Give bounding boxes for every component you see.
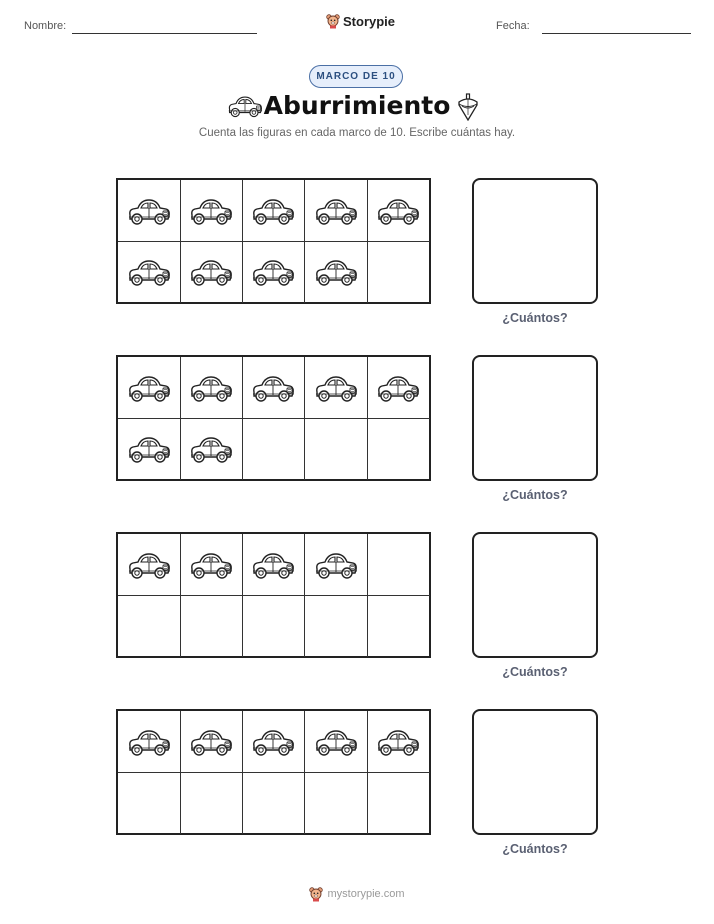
ten-frame-cell (305, 711, 368, 773)
instructions: Cuenta las figuras en cada marco de 10. Escribe cuántas hay. (198, 127, 516, 139)
ten-frame-cell (118, 595, 181, 657)
ten-frame-cell (118, 418, 181, 480)
answer-box[interactable] (472, 178, 598, 304)
ten-frame-cell (367, 772, 430, 834)
ten-frame-cell (242, 418, 305, 480)
car-icon (313, 256, 359, 288)
car-icon (126, 195, 172, 227)
car-icon (250, 726, 296, 758)
date-line[interactable] (542, 33, 691, 34)
ten-frame (116, 355, 431, 481)
ten-frame-cell (242, 711, 305, 773)
ten-frame-cell (367, 418, 430, 480)
bear-mascot-icon (326, 13, 340, 29)
car-icon (126, 433, 172, 465)
brand-name: Storypie (343, 13, 396, 29)
ten-frame (116, 532, 431, 658)
car-icon (313, 195, 359, 227)
ten-frame-cell (180, 772, 243, 834)
car-icon (188, 195, 234, 227)
ten-frame-cell (305, 772, 368, 834)
ten-frame-cell (118, 180, 181, 242)
car-icon (188, 726, 234, 758)
car-icon (313, 372, 359, 404)
ten-frame-cell (180, 534, 243, 596)
car-icon (126, 726, 172, 758)
car-icon (250, 195, 296, 227)
name-line[interactable] (72, 33, 257, 34)
ten-frame-cell (242, 357, 305, 419)
answer-label: ¿Cuántos? (502, 665, 568, 679)
car-icon (375, 726, 421, 758)
ten-frame-cell (305, 534, 368, 596)
car-icon (126, 372, 172, 404)
car-icon (250, 256, 296, 288)
ten-frame-cell (367, 595, 430, 657)
ten-frame-cell (305, 180, 368, 242)
spinning-top-icon (457, 93, 479, 121)
car-icon (188, 549, 234, 581)
ten-frame-cell (180, 241, 243, 303)
car-icon (375, 195, 421, 227)
car-icon (313, 726, 359, 758)
ten-frame-cell (118, 711, 181, 773)
car-icon (313, 549, 359, 581)
ten-frame-cell (180, 180, 243, 242)
car-icon (188, 256, 234, 288)
footer (0, 886, 714, 902)
ten-frame-cell (180, 418, 243, 480)
name-label: Nombre: (24, 20, 67, 32)
answer-box[interactable] (472, 709, 598, 835)
brand (326, 13, 395, 29)
ten-frame-cell (242, 180, 305, 242)
answer-box[interactable] (472, 532, 598, 658)
ten-frame-cell (367, 357, 430, 419)
ten-frame-cell (118, 357, 181, 419)
ten-frame (116, 709, 431, 835)
car-icon (126, 549, 172, 581)
ten-frame-cell (118, 772, 181, 834)
car-icon (188, 433, 234, 465)
bear-mascot-icon (309, 886, 323, 902)
car-icon (126, 256, 172, 288)
ten-frame-cell (242, 595, 305, 657)
ten-frame (116, 178, 431, 304)
worksheet-type-badge: MARCO DE 10 (309, 65, 403, 88)
date-label: Fecha: (496, 20, 530, 32)
answer-label: ¿Cuántos? (502, 311, 568, 325)
ten-frame-cell (367, 711, 430, 773)
ten-frame-cell (305, 595, 368, 657)
answer-box[interactable] (472, 355, 598, 481)
car-icon (250, 372, 296, 404)
ten-frame-cell (305, 241, 368, 303)
ten-frame-cell (305, 418, 368, 480)
ten-frame-cell (180, 595, 243, 657)
car-icon (375, 372, 421, 404)
ten-frame-cell (367, 241, 430, 303)
car-icon (250, 549, 296, 581)
ten-frame-cell (242, 534, 305, 596)
ten-frame-cell (242, 772, 305, 834)
answer-label: ¿Cuántos? (502, 488, 568, 502)
footer-url[interactable]: mystorypie.com (327, 888, 405, 900)
ten-frame-cell (180, 711, 243, 773)
car-icon (188, 372, 234, 404)
ten-frame-cell (118, 534, 181, 596)
ten-frame-cell (367, 534, 430, 596)
answer-label: ¿Cuántos? (502, 842, 568, 856)
ten-frame-cell (180, 357, 243, 419)
page-title: Aburrimiento (263, 91, 451, 120)
ten-frame-cell (305, 357, 368, 419)
ten-frame-cell (242, 241, 305, 303)
ten-frame-cell (118, 241, 181, 303)
ten-frame-cell (367, 180, 430, 242)
